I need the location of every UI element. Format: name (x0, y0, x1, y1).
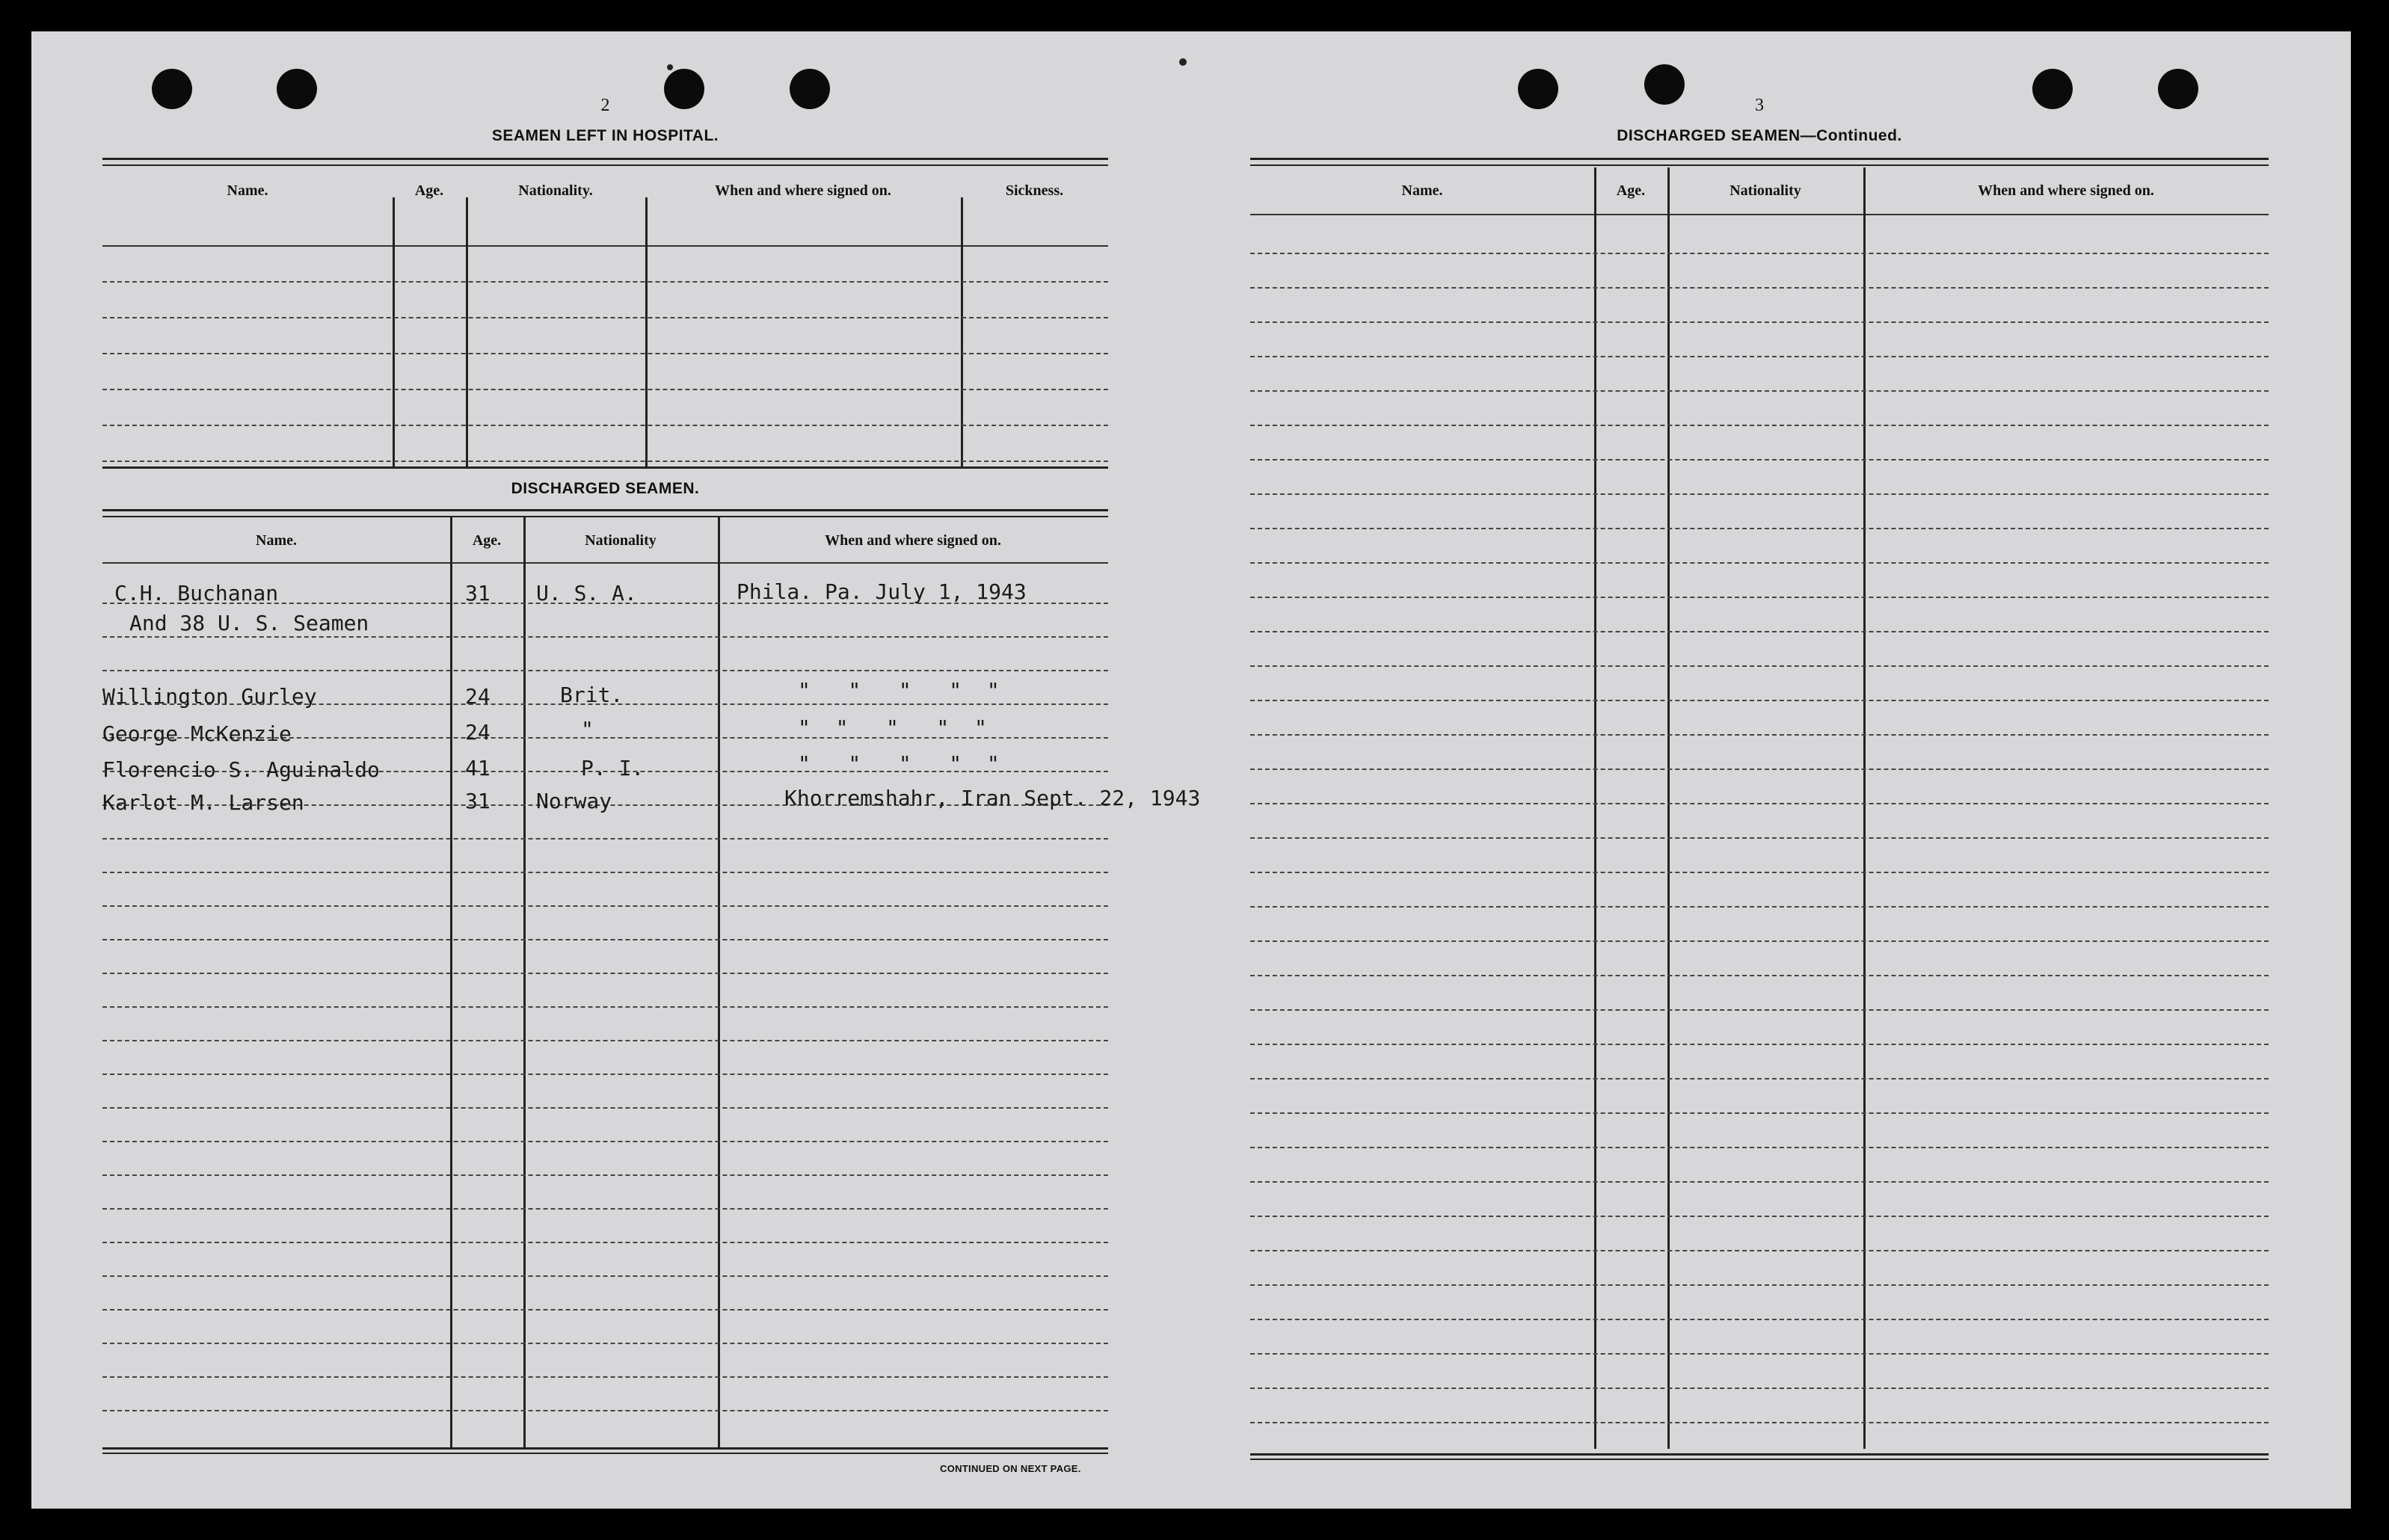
ruled-line (102, 1141, 1108, 1142)
speck (667, 64, 673, 70)
ruled-line (1250, 1078, 2269, 1079)
entry-nationality: P. I. (581, 756, 645, 780)
entry-signed-on: Khorremshahr, Iran Sept. 22, 1943 (784, 786, 1201, 810)
header-underline (102, 245, 1108, 247)
column-divider (961, 197, 963, 466)
ruled-line (1250, 975, 2269, 976)
column-divider (718, 517, 720, 1447)
col-header-age: Age. (1616, 182, 1646, 199)
ruled-line (102, 1208, 1108, 1210)
ruled-line (1250, 1353, 2269, 1355)
ruled-line (102, 1074, 1108, 1075)
col-header-age: Age. (414, 182, 444, 199)
column-divider (645, 197, 648, 466)
rule (102, 509, 1108, 511)
column-divider (1667, 167, 1670, 1449)
col-header-signed-on: When and where signed on. (715, 182, 891, 199)
entry-nationality: Brit. (560, 683, 624, 707)
ruled-line (1250, 734, 2269, 736)
ruled-line (1250, 562, 2269, 564)
hospital-section-title: SEAMEN LEFT IN HOSPITAL. (491, 127, 719, 144)
ruled-line (102, 461, 1108, 462)
ruled-line (1250, 1147, 2269, 1148)
col-header-name: Name. (1401, 182, 1443, 199)
ruled-line (1250, 1250, 2269, 1251)
ledger-sheet (31, 31, 2351, 1509)
ruled-line (1250, 1009, 2269, 1011)
discharged-section-title: DISCHARGED SEAMEN. (511, 480, 700, 497)
ruled-line (1250, 1319, 2269, 1320)
entry-name: C.H. Buchanan (114, 581, 279, 606)
ruled-line (1250, 940, 2269, 942)
ruled-line (1250, 837, 2269, 839)
discharged-table (102, 517, 1201, 1447)
entry-signed-on: Phila. Pa. July 1, 1943 (737, 579, 1027, 604)
ruled-line (102, 353, 1108, 354)
rule (102, 466, 1108, 469)
entry-age: 41 (465, 756, 491, 780)
ruled-line (102, 1006, 1108, 1008)
entry-age: 24 (465, 720, 491, 745)
ruled-line (1250, 1284, 2269, 1286)
hospital-table (102, 167, 1108, 466)
rule (1250, 164, 2269, 166)
ruled-line (1250, 459, 2269, 461)
discharged-continued-table (1250, 167, 2269, 1455)
ruled-line (1250, 528, 2269, 529)
entry-name: George McKenzie (102, 721, 292, 746)
ruled-line (1250, 1387, 2269, 1389)
rule (102, 158, 1108, 160)
ruled-line (1250, 1216, 2269, 1217)
page-number: 3 (1755, 96, 1764, 115)
ruled-line (1250, 425, 2269, 426)
col-header-signed-on: When and where signed on. (825, 532, 1001, 549)
ruled-line (1250, 665, 2269, 667)
entry-signed-on: " " " " " (798, 715, 987, 740)
rule (1250, 1459, 2269, 1460)
ruled-line (102, 1174, 1108, 1176)
rule (102, 164, 1108, 166)
entry-nationality: U. S. A. (536, 581, 637, 606)
ruled-line (1250, 803, 2269, 804)
entry-signed-on: " " " " " (798, 751, 1000, 776)
ruled-line (1250, 493, 2269, 495)
ruled-line (102, 636, 1108, 638)
entry-signed-on: " " " " " (798, 678, 1000, 703)
entry-name: Florencio S. Aguinaldo (102, 757, 380, 782)
ruled-line (102, 872, 1108, 873)
ruled-line (102, 1107, 1108, 1109)
ruled-line (1250, 1422, 2269, 1423)
entry-name: Karlot M. Larsen (102, 790, 304, 815)
ruled-line (1250, 700, 2269, 701)
ruled-line (1250, 906, 2269, 908)
ruled-line (102, 1040, 1108, 1041)
entry-nationality: Norway (536, 789, 612, 813)
col-header-signed-on: When and where signed on. (1978, 182, 2154, 199)
column-divider (523, 517, 526, 1447)
ruled-line (1250, 390, 2269, 392)
entry-age: 31 (465, 789, 491, 813)
column-divider (1594, 167, 1596, 1449)
ruled-line (102, 317, 1108, 318)
ruled-line (102, 973, 1108, 974)
ruled-line (102, 905, 1108, 907)
ruled-line (1250, 253, 2269, 254)
col-header-nationality: Nationality (1730, 182, 1801, 199)
ruled-line (102, 939, 1108, 940)
col-header-nationality: Nationality. (518, 182, 593, 199)
ruled-line (102, 389, 1108, 390)
ruled-line (1250, 631, 2269, 632)
speck (1179, 58, 1187, 66)
entry-name: And 38 U. S. Seamen (129, 611, 369, 635)
col-header-sickness: Sickness. (1005, 182, 1064, 199)
column-divider (466, 197, 468, 466)
entry-name: Willington Gurley (102, 684, 317, 709)
ruled-line (1250, 1112, 2269, 1114)
rule (1250, 158, 2269, 160)
continued-note: CONTINUED ON NEXT PAGE. (940, 1463, 1081, 1474)
ruled-line (102, 1275, 1108, 1277)
rule (102, 1447, 1108, 1450)
header-underline (102, 562, 1108, 564)
ruled-line (1250, 769, 2269, 770)
entry-nationality: " (581, 717, 594, 742)
column-divider (1863, 167, 1866, 1449)
col-header-nationality: Nationality (585, 532, 657, 549)
ruled-line (102, 1410, 1108, 1411)
ruled-line (1250, 597, 2269, 598)
ruled-line (1250, 356, 2269, 357)
entry-age: 31 (465, 581, 491, 606)
column-divider (393, 197, 395, 466)
ruled-line (1250, 321, 2269, 323)
page-number: 2 (600, 96, 610, 115)
ruled-line (102, 838, 1108, 840)
col-header-name: Name. (256, 532, 297, 549)
column-divider (450, 517, 452, 1447)
rule (102, 1453, 1108, 1454)
entry-age: 24 (465, 684, 491, 709)
ruled-line (102, 425, 1108, 426)
ruled-line (102, 670, 1108, 671)
ruled-line (102, 1242, 1108, 1243)
rule (1250, 1453, 2269, 1456)
header-underline (1250, 214, 2269, 215)
col-header-age: Age. (472, 532, 502, 549)
col-header-name: Name. (227, 182, 268, 199)
ruled-line (102, 1343, 1108, 1344)
ruled-line (102, 1376, 1108, 1378)
ruled-line (102, 1309, 1108, 1310)
discharged-continued-title: DISCHARGED SEAMEN—Continued. (1617, 127, 1902, 144)
ruled-line (1250, 1044, 2269, 1045)
ruled-line (1250, 872, 2269, 873)
ruled-line (1250, 287, 2269, 289)
ruled-line (1250, 1181, 2269, 1183)
ruled-line (102, 281, 1108, 283)
